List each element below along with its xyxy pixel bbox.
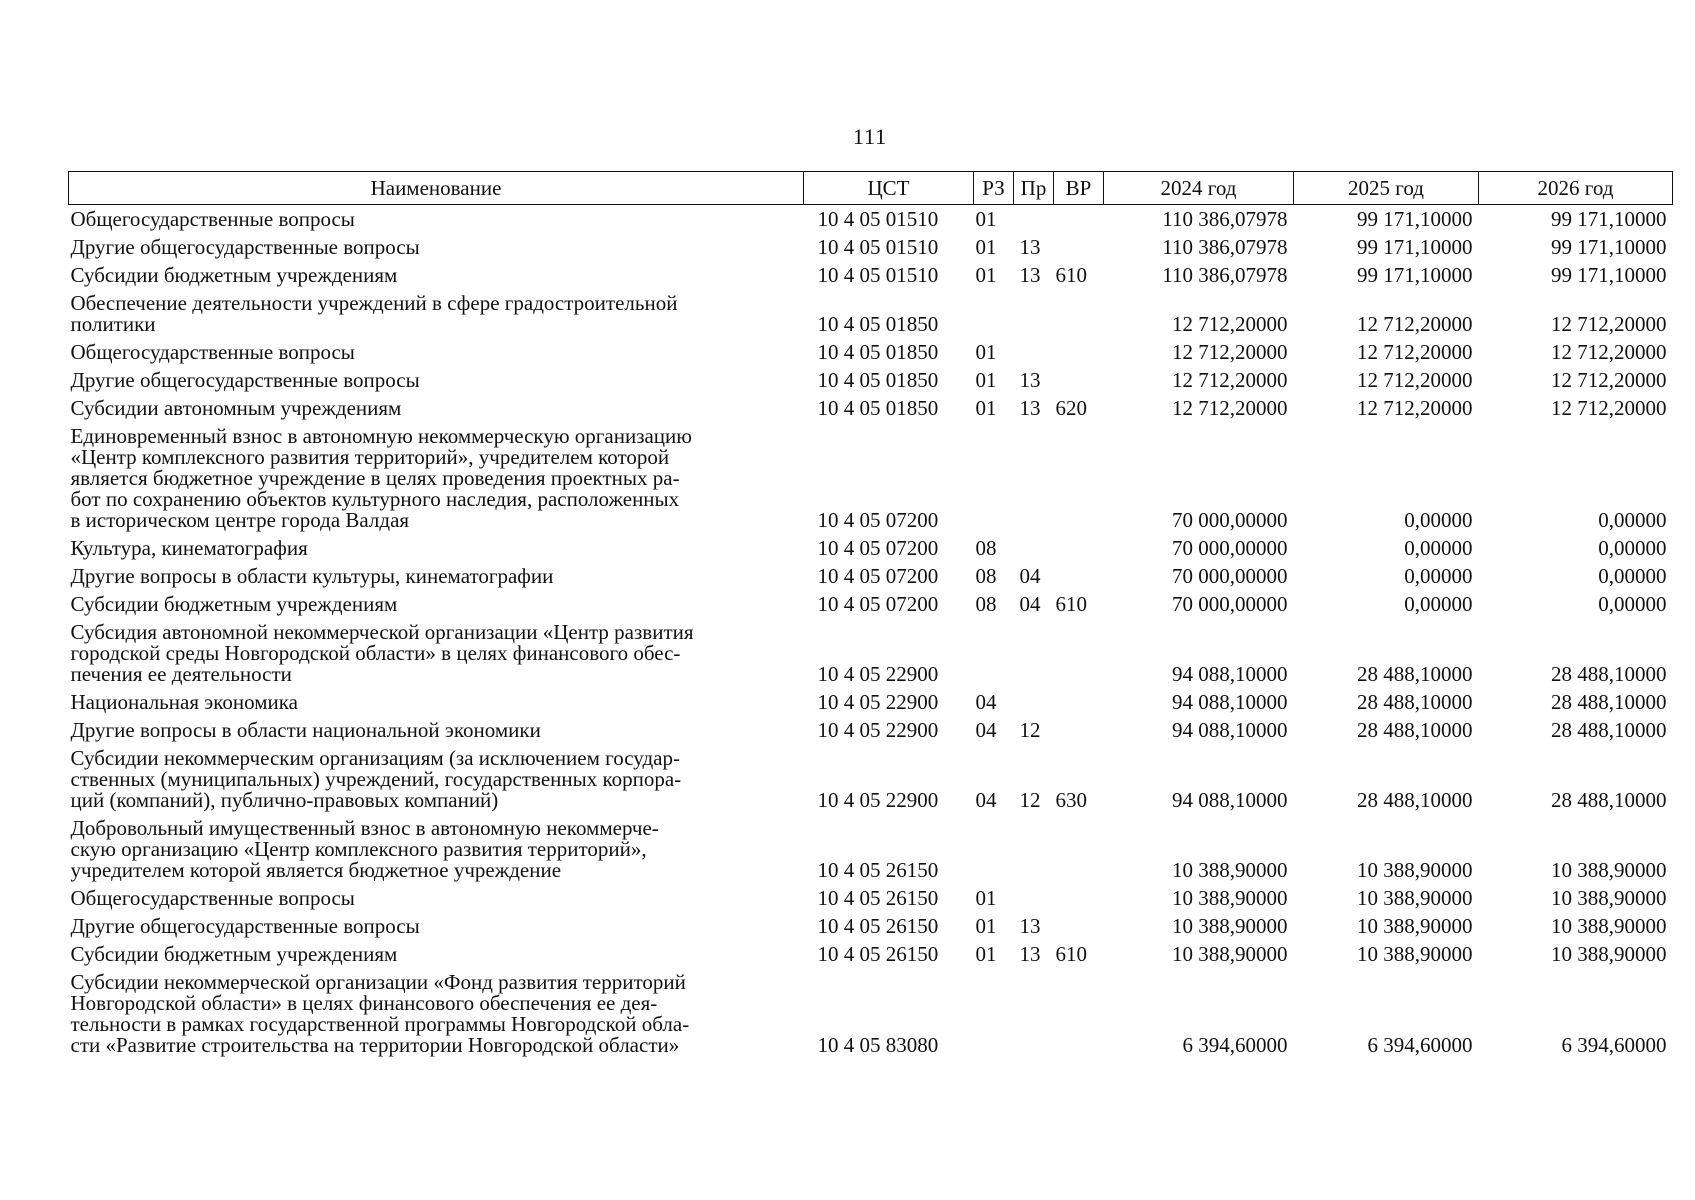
cell-2026: 28 488,10000 xyxy=(1551,690,1667,714)
cell-vr: 610 xyxy=(1055,263,1087,287)
cell-2024: 110 386,07978 xyxy=(1162,207,1288,231)
cell-pr xyxy=(1014,884,1054,912)
table-row xyxy=(69,940,1673,968)
cell-pr: 12 xyxy=(1019,718,1041,742)
cell-cst: 10 4 05 01850 xyxy=(817,396,939,420)
cell-cst: 10 4 05 01510 xyxy=(817,263,939,287)
table-row xyxy=(69,912,1673,940)
table-row xyxy=(69,394,1673,422)
cell-2024: 94 088,10000 xyxy=(1172,690,1288,714)
cell-vr xyxy=(1054,716,1104,744)
cell-2026: 6 394,60000 xyxy=(1561,1033,1667,1057)
cell-2024: 12 712,20000 xyxy=(1172,396,1288,420)
cell-cst: 10 4 05 07200 xyxy=(817,592,939,616)
header-2024: 2024 год xyxy=(1104,172,1294,205)
cell-rz: 01 xyxy=(975,235,997,259)
cell-2025: 0,00000 xyxy=(1404,508,1473,532)
cell-2025: 0,00000 xyxy=(1404,564,1473,588)
cell-2026: 99 171,10000 xyxy=(1551,263,1667,287)
cell-cst: 10 4 05 22900 xyxy=(817,788,939,812)
cell-rz: 01 xyxy=(975,886,997,910)
cell-2026: 10 388,90000 xyxy=(1551,858,1667,882)
cell-name: Субсидии некоммерческой организации «Фонд развития территорий Новгородской области» в целях финансового обеспечения ее дея- тельности в рамках государственной программы Новгородской обла- сти «Развитие строительства на территории Новгородской области» xyxy=(70,970,690,1057)
cell-name: Национальная экономика xyxy=(70,690,298,714)
header-name: Наименование xyxy=(69,172,804,205)
cell-vr: 630 xyxy=(1055,788,1087,812)
cell-rz: 01 xyxy=(975,340,997,364)
cell-name: Субсидии бюджетным учреждениям xyxy=(70,592,398,616)
cell-vr xyxy=(1054,338,1104,366)
header-row xyxy=(69,172,1673,205)
header-pr: Пр xyxy=(1014,172,1054,205)
cell-rz: 01 xyxy=(975,914,997,938)
table-row xyxy=(69,590,1673,618)
cell-pr xyxy=(1014,338,1054,366)
cell-vr xyxy=(1054,422,1104,534)
cell-vr xyxy=(1054,205,1104,234)
cell-2025: 28 488,10000 xyxy=(1357,718,1473,742)
cell-2026: 10 388,90000 xyxy=(1551,886,1667,910)
cell-rz xyxy=(974,289,1014,338)
cell-2025: 10 388,90000 xyxy=(1357,942,1473,966)
cell-rz: 01 xyxy=(975,368,997,392)
cell-2024: 10 388,90000 xyxy=(1172,886,1288,910)
cell-2025: 28 488,10000 xyxy=(1357,788,1473,812)
cell-2024: 10 388,90000 xyxy=(1172,914,1288,938)
cell-2025: 28 488,10000 xyxy=(1357,662,1473,686)
cell-pr: 13 xyxy=(1019,396,1041,420)
cell-pr xyxy=(1014,205,1054,234)
cell-2025: 12 712,20000 xyxy=(1357,312,1473,336)
cell-pr: 12 xyxy=(1019,788,1041,812)
cell-2024: 6 394,60000 xyxy=(1182,1033,1288,1057)
cell-rz: 01 xyxy=(975,207,997,231)
cell-name: Субсидия автономной некоммерческой организации «Центр развития городской среды Новгородской области» в целях финансового обес- печения ее деятельности xyxy=(70,620,694,686)
cell-cst: 10 4 05 01510 xyxy=(817,207,939,231)
cell-2024: 10 388,90000 xyxy=(1172,942,1288,966)
table-row xyxy=(69,688,1673,716)
cell-name: Обеспечение деятельности учреждений в сфере градостроительной политики xyxy=(70,291,678,336)
cell-rz: 04 xyxy=(975,718,997,742)
cell-cst: 10 4 05 22900 xyxy=(817,690,939,714)
cell-2025: 28 488,10000 xyxy=(1357,690,1473,714)
table-row xyxy=(69,716,1673,744)
cell-2026: 12 712,20000 xyxy=(1551,340,1667,364)
page-number: 111 xyxy=(852,124,888,149)
cell-2026: 10 388,90000 xyxy=(1551,942,1667,966)
cell-rz: 08 xyxy=(975,592,997,616)
cell-vr xyxy=(1054,968,1104,1059)
cell-cst: 10 4 05 26150 xyxy=(817,886,939,910)
cell-name: Другие общегосударственные вопросы xyxy=(70,368,420,392)
cell-cst: 10 4 05 83080 xyxy=(817,1033,939,1057)
cell-2025: 12 712,20000 xyxy=(1357,368,1473,392)
cell-pr: 13 xyxy=(1019,235,1041,259)
header-2026: 2026 год xyxy=(1479,172,1673,205)
cell-vr xyxy=(1054,618,1104,688)
cell-pr: 13 xyxy=(1019,263,1041,287)
cell-2024: 94 088,10000 xyxy=(1172,718,1288,742)
cell-2026: 12 712,20000 xyxy=(1551,368,1667,392)
cell-pr xyxy=(1014,814,1054,884)
cell-2025: 6 394,60000 xyxy=(1367,1033,1473,1057)
cell-cst: 10 4 05 01850 xyxy=(817,368,939,392)
cell-2026: 12 712,20000 xyxy=(1551,396,1667,420)
cell-2024: 10 388,90000 xyxy=(1172,858,1288,882)
cell-pr: 13 xyxy=(1019,368,1041,392)
cell-2026: 28 488,10000 xyxy=(1551,662,1667,686)
cell-2026: 28 488,10000 xyxy=(1551,788,1667,812)
cell-cst: 10 4 05 22900 xyxy=(817,718,939,742)
cell-name: Другие вопросы в области национальной экономики xyxy=(70,718,541,742)
table-row xyxy=(69,289,1673,338)
table-row xyxy=(69,261,1673,289)
cell-2024: 70 000,00000 xyxy=(1172,536,1288,560)
cell-rz: 01 xyxy=(975,942,997,966)
cell-name: Субсидии некоммерческим организациям (за исключением государ- ственных (муниципальных) учреждений, государственных корпора- ций (компаний), публично-правовых компаний) xyxy=(70,746,682,812)
cell-name: Единовременный взнос в автономную некоммерческую организацию «Центр комплексного развития территорий», учредителем которой является бюджетное учреждение в целях проведения проектных ра- бот по сохранению объектов культурного наследия, расположенных в историческом центре города Валдая xyxy=(70,424,692,532)
cell-2026: 10 388,90000 xyxy=(1551,914,1667,938)
table-row xyxy=(69,618,1673,688)
table-row xyxy=(69,338,1673,366)
cell-name: Добровольный имущественный взнос в автономную некоммерче- скую организацию «Центр комплексного развития территорий», учредителем которой является бюджетное учреждение xyxy=(70,816,659,882)
cell-vr xyxy=(1054,912,1104,940)
table-row xyxy=(69,366,1673,394)
cell-pr xyxy=(1014,688,1054,716)
cell-2025: 10 388,90000 xyxy=(1357,858,1473,882)
table-row xyxy=(69,534,1673,562)
cell-2024: 110 386,07978 xyxy=(1162,235,1288,259)
table-row xyxy=(69,814,1673,884)
cell-2024: 70 000,00000 xyxy=(1172,564,1288,588)
cell-name: Общегосударственные вопросы xyxy=(70,340,355,364)
cell-vr: 620 xyxy=(1055,396,1087,420)
cell-pr: 13 xyxy=(1019,914,1041,938)
cell-rz xyxy=(974,422,1014,534)
cell-vr xyxy=(1054,688,1104,716)
cell-pr: 04 xyxy=(1019,592,1041,616)
cell-name: Другие общегосударственные вопросы xyxy=(70,235,420,259)
table-row xyxy=(69,744,1673,814)
cell-vr: 610 xyxy=(1055,942,1087,966)
cell-cst: 10 4 05 26150 xyxy=(817,858,939,882)
cell-name: Другие вопросы в области культуры, кинематографии xyxy=(70,564,554,588)
cell-2025: 12 712,20000 xyxy=(1357,340,1473,364)
cell-2024: 94 088,10000 xyxy=(1172,662,1288,686)
cell-2025: 0,00000 xyxy=(1404,592,1473,616)
cell-vr xyxy=(1054,233,1104,261)
cell-2024: 70 000,00000 xyxy=(1172,508,1288,532)
cell-name: Другие общегосударственные вопросы xyxy=(70,914,420,938)
cell-rz: 08 xyxy=(975,564,997,588)
cell-cst: 10 4 05 07200 xyxy=(817,536,939,560)
header-rz: РЗ xyxy=(974,172,1014,205)
cell-vr xyxy=(1054,289,1104,338)
cell-vr xyxy=(1054,534,1104,562)
cell-rz xyxy=(974,814,1014,884)
cell-name: Субсидии бюджетным учреждениям xyxy=(70,942,398,966)
header-vr: ВР xyxy=(1054,172,1104,205)
cell-2026: 0,00000 xyxy=(1598,564,1667,588)
table-row xyxy=(69,562,1673,590)
cell-rz: 08 xyxy=(975,536,997,560)
table-row xyxy=(69,968,1673,1059)
header-2025: 2025 год xyxy=(1294,172,1479,205)
cell-2026: 99 171,10000 xyxy=(1551,235,1667,259)
cell-2026: 0,00000 xyxy=(1598,592,1667,616)
cell-2025: 0,00000 xyxy=(1404,536,1473,560)
cell-rz xyxy=(974,968,1014,1059)
cell-cst: 10 4 05 26150 xyxy=(817,914,939,938)
cell-vr xyxy=(1054,562,1104,590)
cell-pr xyxy=(1014,534,1054,562)
cell-2024: 110 386,07978 xyxy=(1162,263,1288,287)
table-body xyxy=(69,205,1673,1060)
cell-2025: 12 712,20000 xyxy=(1357,396,1473,420)
cell-2024: 12 712,20000 xyxy=(1172,368,1288,392)
cell-pr xyxy=(1014,968,1054,1059)
cell-2025: 99 171,10000 xyxy=(1357,235,1473,259)
budget-table xyxy=(68,171,1673,1059)
cell-2026: 12 712,20000 xyxy=(1551,312,1667,336)
cell-2025: 99 171,10000 xyxy=(1357,207,1473,231)
header-cst: ЦСТ xyxy=(804,172,974,205)
cell-pr xyxy=(1014,289,1054,338)
table-row xyxy=(69,884,1673,912)
cell-rz: 04 xyxy=(975,690,997,714)
cell-cst: 10 4 05 01850 xyxy=(817,312,939,336)
table-header xyxy=(69,172,1673,205)
cell-name: Культура, кинематография xyxy=(70,536,308,560)
cell-rz xyxy=(974,618,1014,688)
cell-vr xyxy=(1054,884,1104,912)
cell-pr: 04 xyxy=(1019,564,1041,588)
cell-cst: 10 4 05 22900 xyxy=(817,662,939,686)
cell-2025: 99 171,10000 xyxy=(1357,263,1473,287)
cell-name: Общегосударственные вопросы xyxy=(70,207,355,231)
cell-2024: 70 000,00000 xyxy=(1172,592,1288,616)
cell-cst: 10 4 05 01510 xyxy=(817,235,939,259)
cell-2025: 10 388,90000 xyxy=(1357,886,1473,910)
cell-pr xyxy=(1014,618,1054,688)
cell-vr xyxy=(1054,366,1104,394)
cell-2026: 28 488,10000 xyxy=(1551,718,1667,742)
table-row xyxy=(69,422,1673,534)
cell-cst: 10 4 05 07200 xyxy=(817,508,939,532)
cell-rz: 04 xyxy=(975,788,997,812)
cell-pr xyxy=(1014,422,1054,534)
cell-2026: 0,00000 xyxy=(1598,508,1667,532)
cell-rz: 01 xyxy=(975,263,997,287)
cell-cst: 10 4 05 26150 xyxy=(817,942,939,966)
cell-cst: 10 4 05 01850 xyxy=(817,340,939,364)
cell-cst: 10 4 05 07200 xyxy=(817,564,939,588)
table-row xyxy=(69,233,1673,261)
cell-pr: 13 xyxy=(1019,942,1041,966)
cell-name: Общегосударственные вопросы xyxy=(70,886,355,910)
table-row xyxy=(69,205,1673,234)
cell-vr xyxy=(1054,814,1104,884)
cell-2024: 12 712,20000 xyxy=(1172,340,1288,364)
cell-name: Субсидии бюджетным учреждениям xyxy=(70,263,398,287)
cell-2024: 12 712,20000 xyxy=(1172,312,1288,336)
cell-name: Субсидии автономным учреждениям xyxy=(70,396,402,420)
cell-2025: 10 388,90000 xyxy=(1357,914,1473,938)
cell-2026: 99 171,10000 xyxy=(1551,207,1667,231)
cell-rz: 01 xyxy=(975,396,997,420)
cell-vr: 610 xyxy=(1055,592,1087,616)
cell-2026: 0,00000 xyxy=(1598,536,1667,560)
cell-2024: 94 088,10000 xyxy=(1172,788,1288,812)
